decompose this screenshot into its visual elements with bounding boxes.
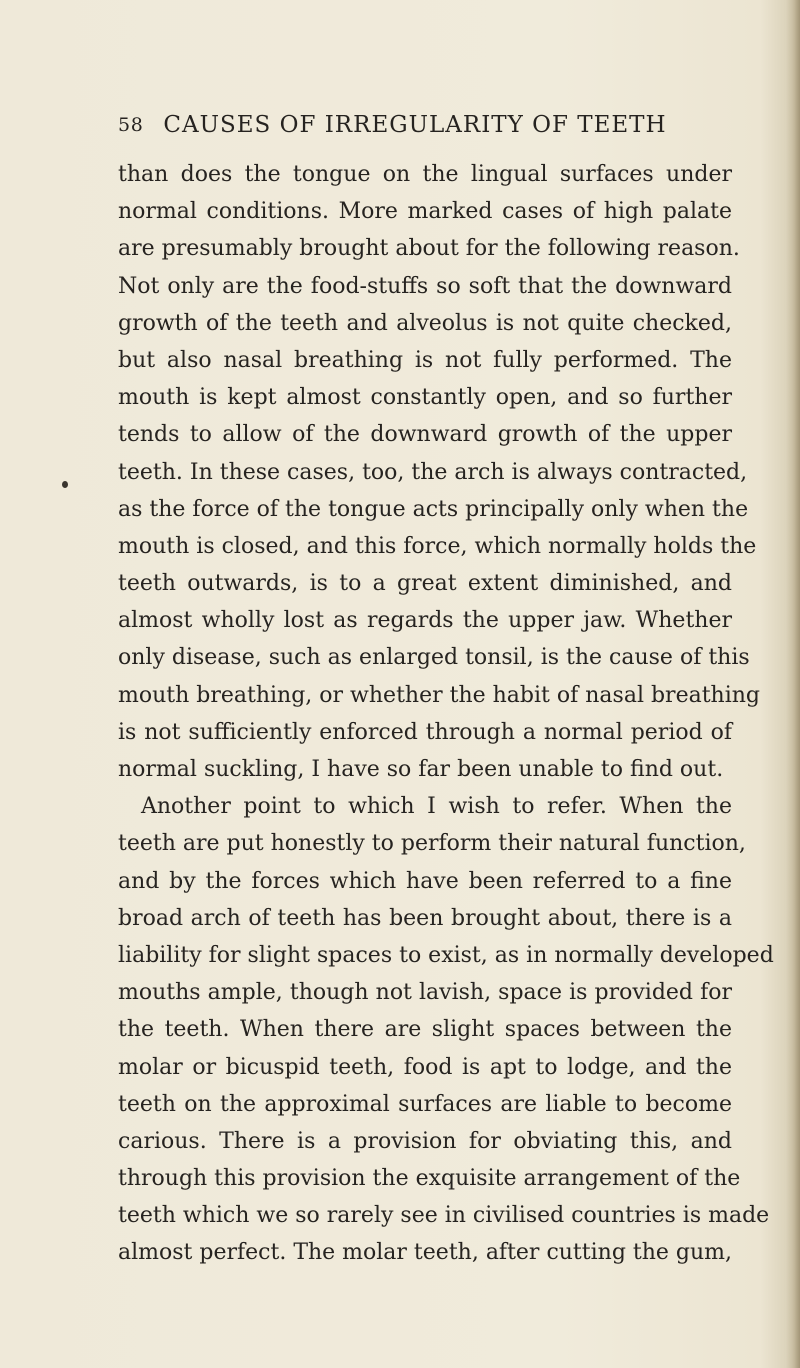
text-line: mouths ample, though not lavish, space is provided for	[118, 980, 732, 1006]
text-line: Not only are the food-stuffs so soft that the downward	[118, 273, 732, 299]
page-edge-shadow	[786, 0, 800, 1368]
running-title: CAUSES OF IRREGULARITY OF TEETH	[163, 112, 667, 138]
text-line: teeth which we so rarely see in civilised countries is made	[118, 1203, 770, 1229]
text-line: teeth outwards, is to a great extent diminished, and	[118, 571, 732, 597]
text-line: teeth. In these cases, too, the arch is always contracted,	[118, 459, 748, 485]
text-line: and by the forces which have been referred to a fine	[118, 868, 732, 894]
text-line: the teeth. When there are slight spaces between the	[118, 1017, 732, 1043]
text-line: is not sufficiently enforced through a normal period of	[118, 719, 732, 745]
text-line: through this provision the exquisite arrangement of the	[118, 1166, 741, 1192]
text-line: broad arch of teeth has been brought about, there is a	[118, 905, 732, 931]
text-line: but also nasal breathing is not fully performed. The	[118, 347, 732, 373]
text-line: normal conditions. More marked cases of high palate	[118, 199, 732, 225]
margin-ink-dot	[62, 481, 68, 488]
running-head	[118, 110, 718, 144]
text-line: almost perfect. The molar teeth, after cutting the gum,	[118, 1240, 733, 1266]
text-line: liability for slight spaces to exist, as in normally developed	[118, 942, 774, 968]
text-line: almost wholly lost as regards the upper jaw. Whether	[118, 608, 732, 634]
text-line: are presumably brought about for the following reason.	[118, 236, 740, 262]
page-number: 58	[118, 114, 144, 136]
text-line: growth of the teeth and alveolus is not quite checked,	[118, 310, 732, 336]
text-line: molar or bicuspid teeth, food is apt to lodge, and the	[118, 1054, 732, 1080]
text-line: normal suckling, I have so far been unable to find out.	[118, 757, 724, 782]
text-line: Another point to which I wish to refer. When the	[141, 794, 732, 820]
text-line: teeth on the approximal surfaces are liable to become	[118, 1091, 732, 1117]
text-line: tends to allow of the downward growth of the upper	[118, 422, 732, 448]
body-text	[118, 156, 774, 1272]
text-line: as the force of the tongue acts principally only when the	[118, 496, 749, 522]
text-line: only disease, such as enlarged tonsil, is the cause of this	[118, 645, 750, 671]
text-line: mouth is kept almost constantly open, and so further	[118, 385, 732, 411]
text-line: than does the tongue on the lingual surfaces under	[118, 162, 732, 187]
text-line: teeth are put honestly to perform their natural function,	[118, 831, 746, 857]
text-line: carious. There is a provision for obviating this, and	[118, 1128, 732, 1154]
text-line: mouth is closed, and this force, which normally holds the	[118, 533, 757, 559]
text-line: mouth breathing, or whether the habit of nasal breathing	[118, 682, 761, 708]
